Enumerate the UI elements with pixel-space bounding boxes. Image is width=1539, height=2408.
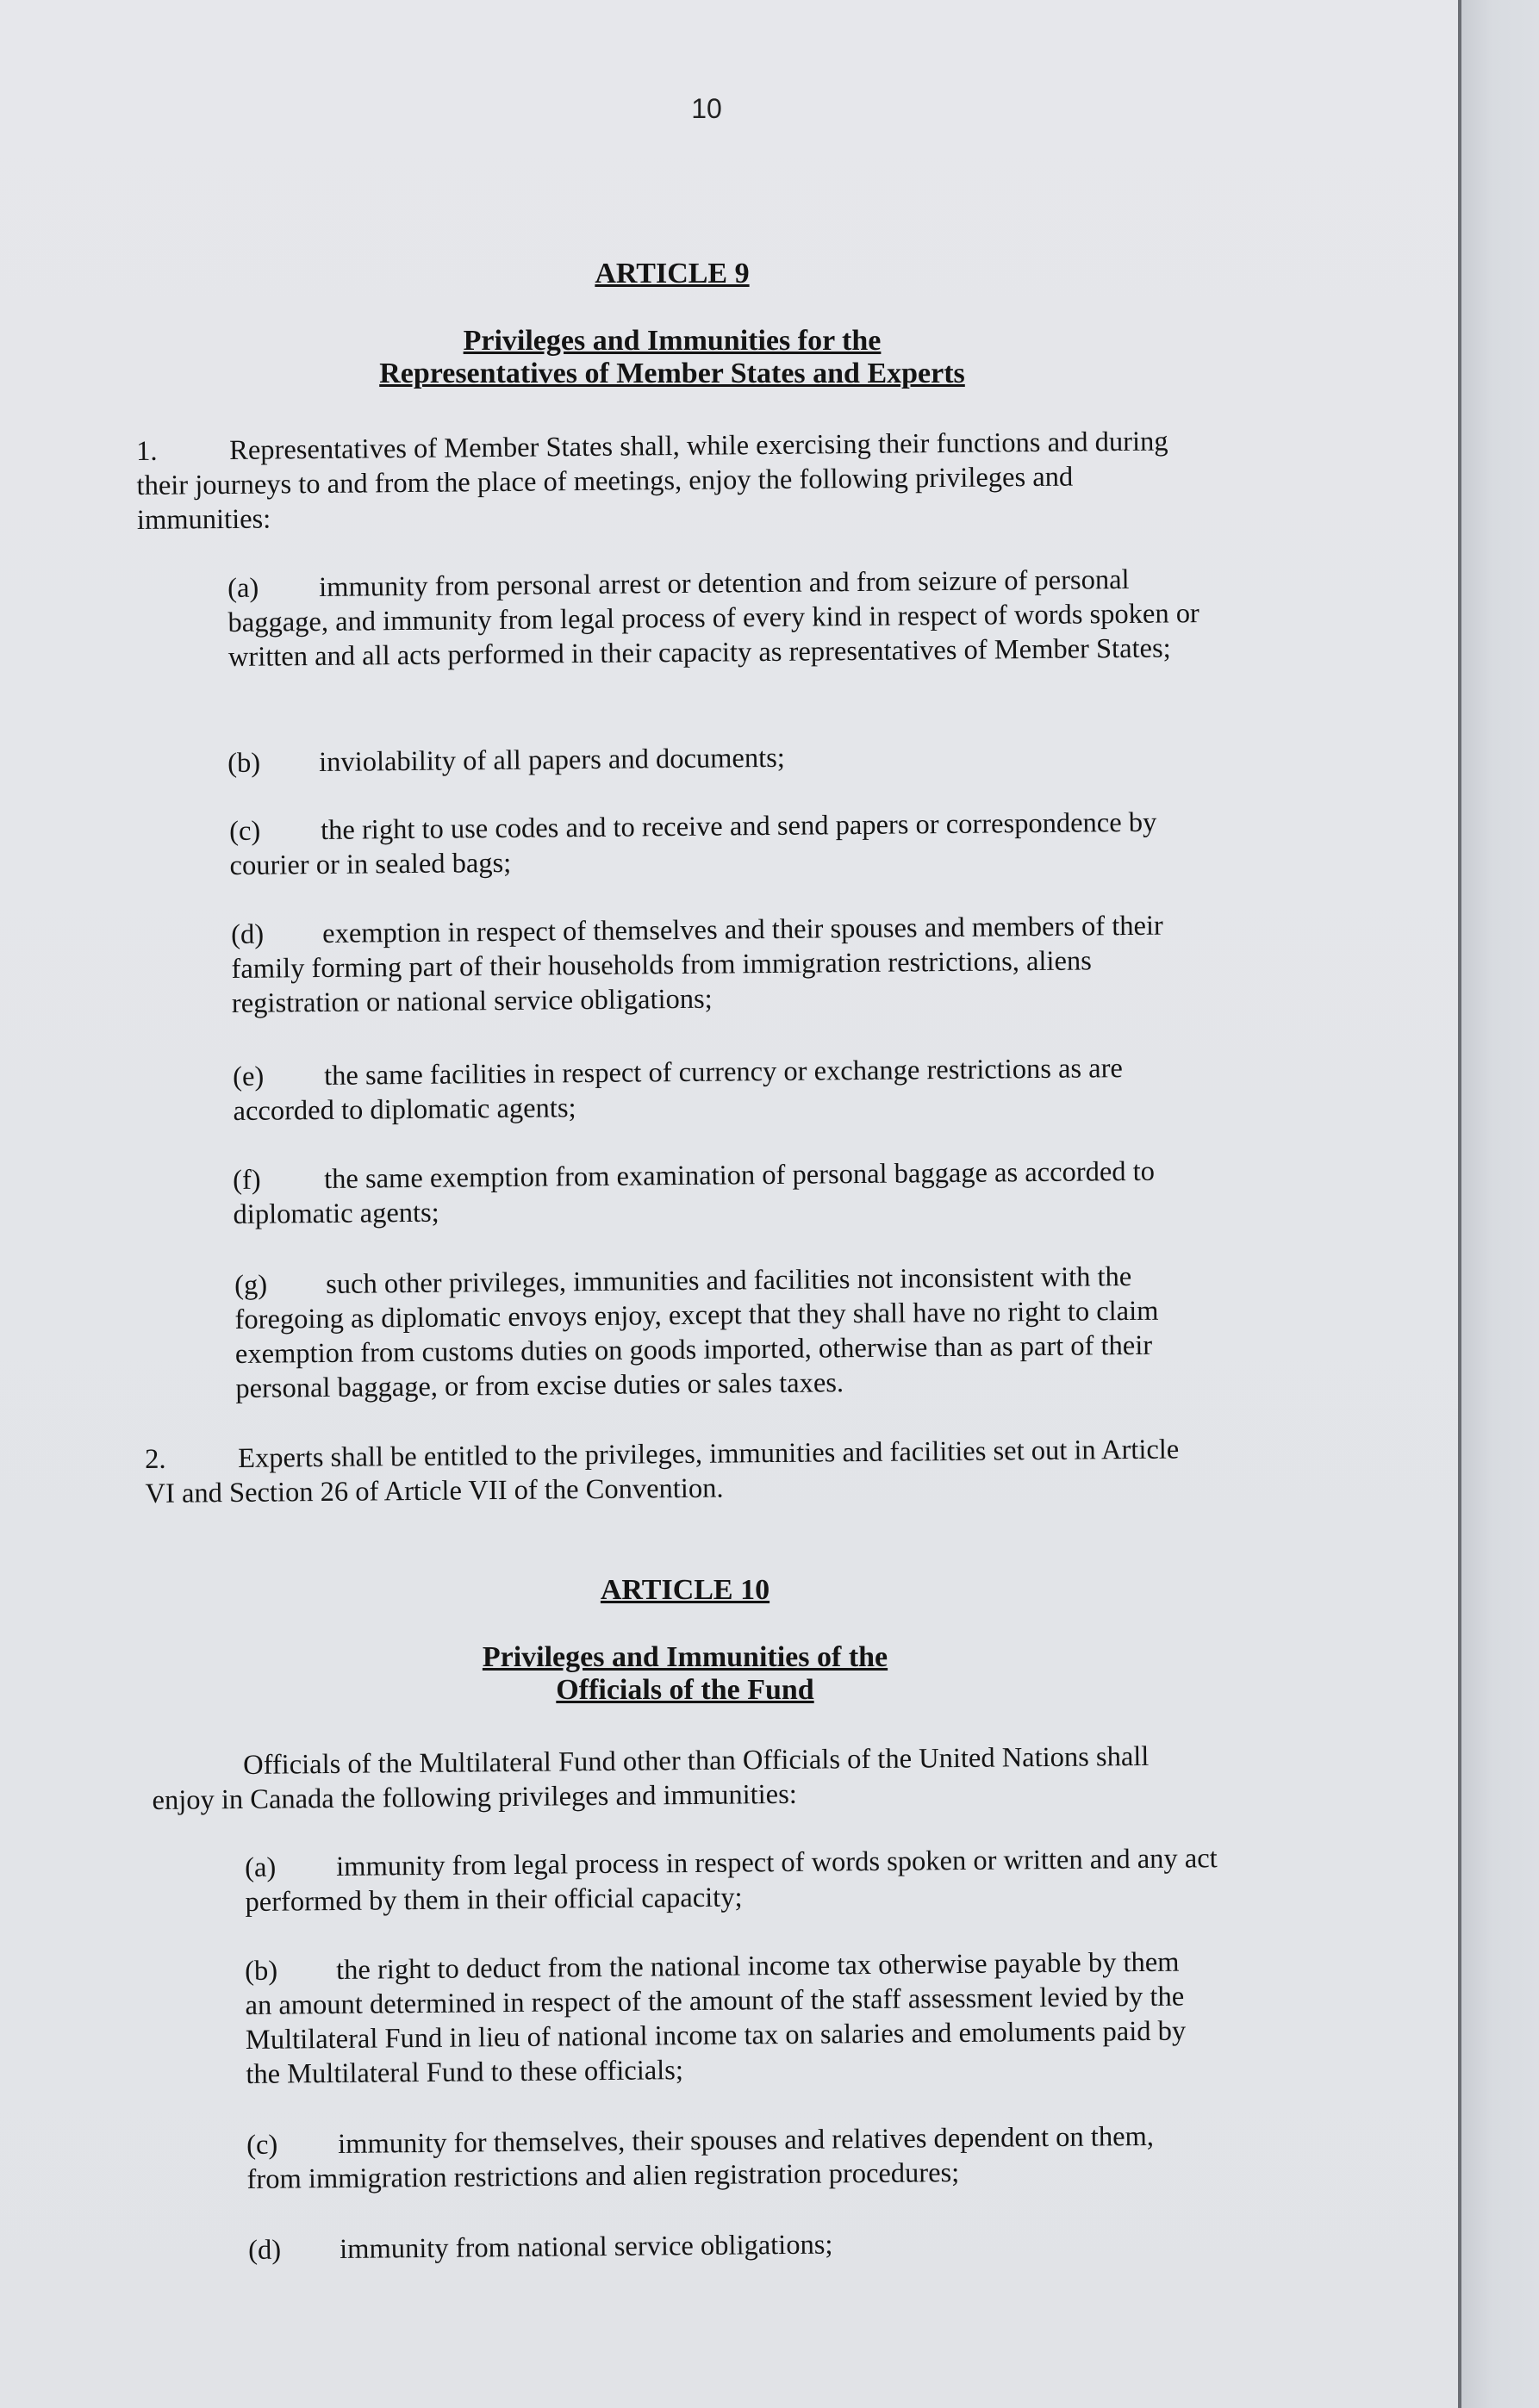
- paragraph-text: Officials of the Multilateral Fund other than Officials of the United Nations shall enjoy in Canada the following privileges and immunities:: [152, 1740, 1150, 1816]
- item-label: (d): [248, 2234, 282, 2266]
- article-10-title: ARTICLE 10: [600, 1574, 770, 1606]
- paragraph-text: Experts shall be entitled to the privileges, immunities and facilities set out in Article VI and Section 26 of Article VII of the Convention.: [145, 1434, 1180, 1509]
- article-10-item-a: [245, 1841, 1219, 1920]
- item-label: (c): [229, 815, 261, 847]
- item-label: (g): [234, 1269, 268, 1301]
- item-text: the same exemption from examination of personal baggage as accorded to diplomatic agents;: [233, 1155, 1156, 1230]
- item-label: (d): [231, 918, 265, 950]
- article-9-item-c: [229, 805, 1212, 883]
- article-9-title: ARTICLE 9: [595, 258, 750, 289]
- item-label: (b): [245, 1955, 278, 1987]
- article-9-item-g: [234, 1259, 1219, 1406]
- item-label: (a): [227, 572, 259, 604]
- article-9-item-e: [233, 1050, 1216, 1129]
- article-9-subtitle-line2: Representatives of Member States and Experts: [379, 358, 965, 389]
- page-number: 10: [691, 93, 722, 124]
- article-9-paragraph-2: [145, 1432, 1199, 1511]
- item-text: the right to use codes and to receive and send papers or correspondence by courier or in sealed bags;: [229, 806, 1157, 881]
- item-label: (b): [227, 747, 261, 779]
- item-text: immunity for themselves, their spouses and relatives dependent on them, from immigration restrictions and alien registration procedures;: [246, 2120, 1155, 2195]
- article-10-subtitle-line2: Officials of the Fund: [556, 1674, 814, 1706]
- item-text: immunity from personal arrest or detention and from seizure of personal baggage, and immunity from legal process of every kind in respect of words spoken or written and all acts performed in their capacity as representatives of Member States;: [227, 563, 1199, 673]
- item-label: (f): [233, 1164, 261, 1196]
- article-9-subtitle-line1: Privileges and Immunities for the: [463, 325, 882, 357]
- paragraph-number: 2.: [145, 1443, 166, 1475]
- item-label: (a): [245, 1851, 277, 1883]
- article-10-intro: [152, 1739, 1197, 1818]
- item-text: the same facilities in respect of currency or exchange restrictions as are accorded to diplomatic agents;: [233, 1053, 1124, 1127]
- article-10-item-c: [246, 2119, 1202, 2197]
- article-10-item-b: [245, 1944, 1211, 2092]
- item-label: (e): [233, 1061, 265, 1092]
- article-10-subtitle-line1: Privileges and Immunities of the: [482, 1641, 888, 1673]
- item-text: immunity from national service obligations;: [340, 2229, 833, 2265]
- item-label: (c): [246, 2129, 278, 2161]
- paragraph-number: 1.: [136, 435, 158, 467]
- item-text: such other privileges, immunities and facilities not inconsistent with the foregoing as diplomatic envoys enjoy, except that they shall have no right to claim exemption from customs duties on goods imported, otherwise than as part of their personal baggage, or from excise duties or sales taxes.: [234, 1261, 1159, 1404]
- item-text: immunity from legal process in respect of words spoken or written and any act performed by them in their official capacity;: [245, 1843, 1218, 1918]
- paragraph-text: Representatives of Member States shall, while exercising their functions and during their journeys to and from the place of meetings, enjoy the following privileges and immunities:: [136, 426, 1168, 536]
- article-9-item-a: [227, 562, 1212, 675]
- article-9-item-f: [233, 1154, 1216, 1232]
- item-text: the right to deduct from the national income tax otherwise payable by them an amount determined in respect of the amount of the staff assessment levied by the Multilateral Fund in lieu of national income tax on salaries and emoluments paid by the Multilateral Fund to these officials;: [245, 1946, 1187, 2090]
- item-text: inviolability of all papers and documents;: [319, 742, 785, 778]
- next-page-margin: [1461, 0, 1539, 2408]
- article-9-paragraph-1: [136, 424, 1181, 538]
- article-9-item-d: [231, 908, 1214, 1021]
- item-text: exemption in respect of themselves and their spouses and members of their family forming part of their households from immigration restrictions, aliens registration or national service obligations;: [231, 910, 1163, 1019]
